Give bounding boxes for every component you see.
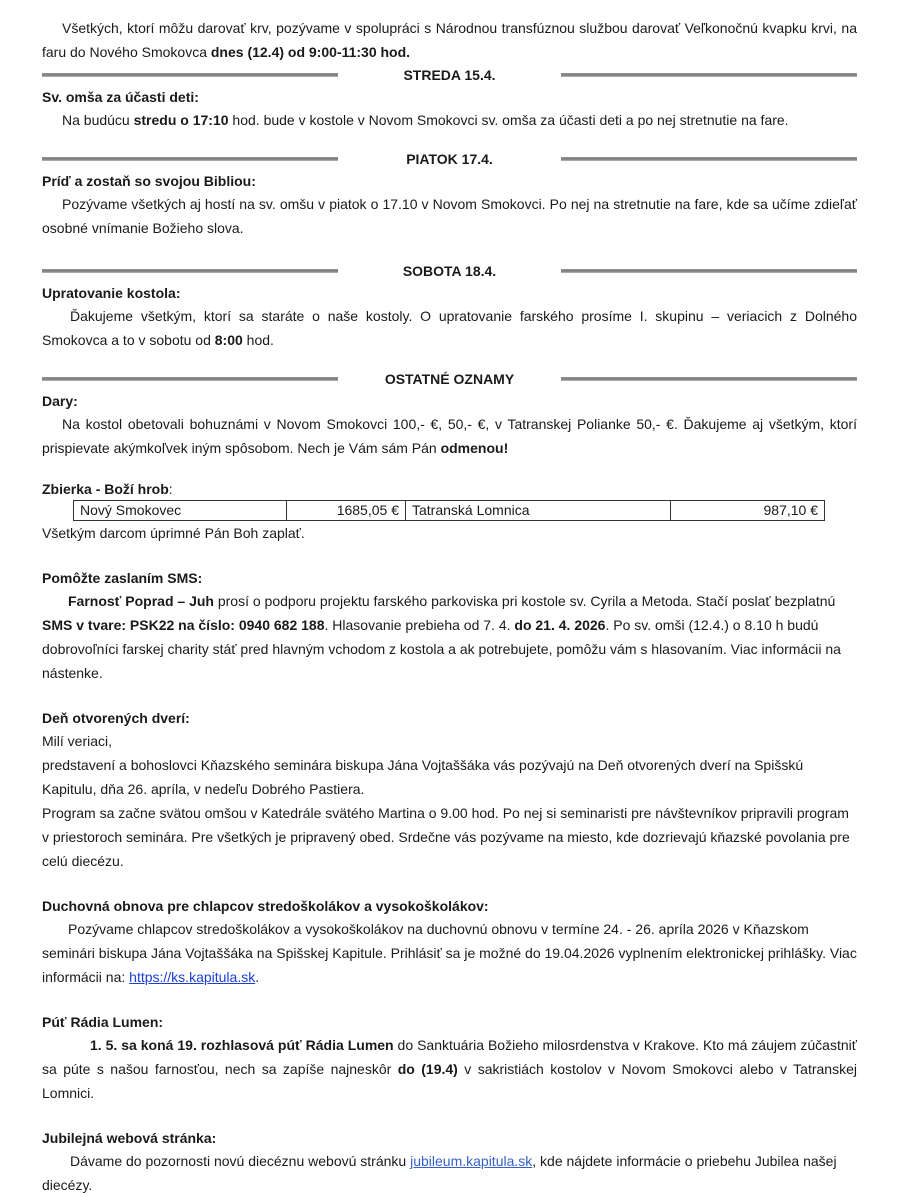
section-title-piatok: PIATOK 17.4. — [406, 151, 493, 167]
heading-sms: Pomôžte zaslaním SMS: — [42, 570, 203, 586]
separator-line-left — [42, 377, 338, 381]
collection-table — [73, 500, 825, 521]
section-separator-other — [42, 368, 857, 390]
heading-spiritual-retreat: Duchovná obnova pre chlapcov stredoškolákov a vysokoškolákov: — [42, 898, 489, 914]
section-title-sobota: SOBOTA 18.4. — [402, 263, 497, 279]
donations-paragraph: Na kostol obetovali bohuznámi v Novom Smokovci 100,- €, 50,- €, v Tatranskej Polianke 50,- €. Ďakujeme aj všetkým, ktorí prispievate akýmkoľvek iným spôsobom. Nech je Vám sám Pán odmenou! — [42, 416, 857, 456]
section-title-other: OSTATNÉ OZNAMY — [384, 371, 515, 387]
separator-line-right — [561, 269, 857, 273]
jubileum-link[interactable]: jubileum.kapitula.sk — [410, 1153, 533, 1169]
separator-line-left — [42, 73, 338, 77]
heading-donations: Dary: — [42, 393, 78, 409]
section-separator-streda — [42, 64, 857, 86]
open-day-program: Program sa začne svätou omšou v Katedrále svätého Martina o 9.00 hod. Po nej si seminaristi pre návštevníkov pripravili program v priestoroch seminára. Pre všetkých je pripravený obed. Srdečne vás pozývame na miesto, kde dozrievajú kňazské povolania pre celú diecézu. — [42, 805, 850, 869]
heading-collection: Zbierka - Boží hrob: — [42, 481, 173, 497]
ks-kapitula-link[interactable]: https://ks.kapitula.sk — [129, 969, 256, 985]
table-cell-amount: 1685,05 € — [287, 501, 406, 521]
table-row — [74, 501, 825, 521]
separator-line-right — [561, 73, 857, 77]
separator-line-left — [42, 157, 338, 161]
heading-jubilee-website: Jubilejná webová stránka: — [42, 1130, 217, 1146]
radio-lumen-paragraph: 1. 5. sa koná 19. rozhlasová púť Rádia Lumen do Sanktuária Božieho milosrdenstva v Krakove. Kto má záujem zúčastniť sa púte s našou farnosťou, nech sa zapíše najneskôr do (19.4) v sakristiách kostolov v Novom Smokovci alebo v Tatranskej Lomnici. — [42, 1037, 857, 1101]
separator-line-right — [561, 157, 857, 161]
section-separator-sobota — [42, 260, 857, 282]
sms-paragraph: Farnosť Poprad – Juh prosí o podporu projektu farského parkoviska pri kostole sv. Cyrila a Metoda. Stačí poslať bezplatnú SMS v tvare: PSK22 na číslo: 0940 682 188. Hlasovanie prebieha od 7. 4. do 21. 4. 2026. Po sv. omši (12.4.) o 8.10 h budú dobrovoľníci farskej charity stáť pred hlavným vchodom z kostola a ak potrebujete, pomôžu vám s hlasovaním. Viac informácii na nástenke. — [42, 593, 841, 681]
heading-open-day: Deň otvorených dverí: — [42, 710, 190, 726]
section-separator-piatok — [42, 148, 857, 170]
table-cell-place: Tatranská Lomnica — [406, 501, 671, 521]
table-cell-place: Nový Smokovec — [74, 501, 287, 521]
blood-donation-paragraph: Všetkých, ktorí môžu darovať krv, pozývame v spolupráci s Národnou transfúznou službou darovať Veľkonočnú kvapku krvi, na faru do Nového Smokovca dnes (12.4) od 9:00-11:30 hod. — [42, 20, 857, 60]
heading-bible: Príď a zostaň so svojou Bibliou: — [42, 173, 256, 189]
open-day-greeting: Milí veriaci, — [42, 733, 113, 749]
collection-thanks: Všetkým darcom úprimné Pán Boh zaplať. — [42, 525, 305, 541]
separator-line-left — [42, 269, 338, 273]
church-cleaning-paragraph: Ďakujeme všetkým, ktorí sa staráte o naše kostoly. O upratovanie farského prosíme I. skupinu – veriacich z Dolného Smokovca a to v sobotu od 8:00 hod. — [42, 308, 857, 348]
retreat-paragraph: Pozývame chlapcov stredoškolákov a vysokoškolákov na duchovnú obnovu v termíne 24. - 26. apríla 2026 v Kňazskom seminári biskupa Jána Vojtaššáka na Spišskej Kapitule. Prihlásiť sa je možné do 19.04.2026 vyplnením elektronickej prihlášky. Viac informácii na: https://ks.kapitula.sk. — [42, 921, 857, 985]
announcements-document — [42, 16, 857, 1197]
table-cell-amount: 987,10 € — [671, 501, 825, 521]
bible-paragraph: Pozývame všetkých aj hostí na sv. omšu v piatok o 17.10 v Novom Smokovci. Po nej na stretnutie na fare, kde sa učíme zdieľať osobné vnímanie Božieho slova. — [42, 196, 857, 236]
mass-children-paragraph: Na budúcu stredu o 17:10 hod. bude v kostole v Novom Smokovci sv. omša za účasti deti a po nej stretnutie na fare. — [62, 112, 789, 128]
open-day-invite: predstavení a bohoslovci Kňazského seminára biskupa Jána Vojtaššáka vás pozývajú na Deň otvorených dverí na Spišskú Kapitulu, dňa 26. apríla, v nedeľu Dobrého Pastiera. — [42, 757, 804, 797]
section-title-streda: STREDA 15.4. — [403, 67, 496, 83]
separator-line-right — [561, 377, 857, 381]
jubilee-paragraph: Dávame do pozornosti novú diecéznu webovú stránku jubileum.kapitula.sk, kde nájdete informácie o priebehu Jubilea našej diecézy. — [42, 1153, 837, 1193]
heading-church-cleaning: Upratovanie kostola: — [42, 285, 181, 301]
heading-radio-lumen: Púť Rádia Lumen: — [42, 1014, 164, 1030]
heading-mass-children: Sv. omša za účasti deti: — [42, 89, 199, 105]
